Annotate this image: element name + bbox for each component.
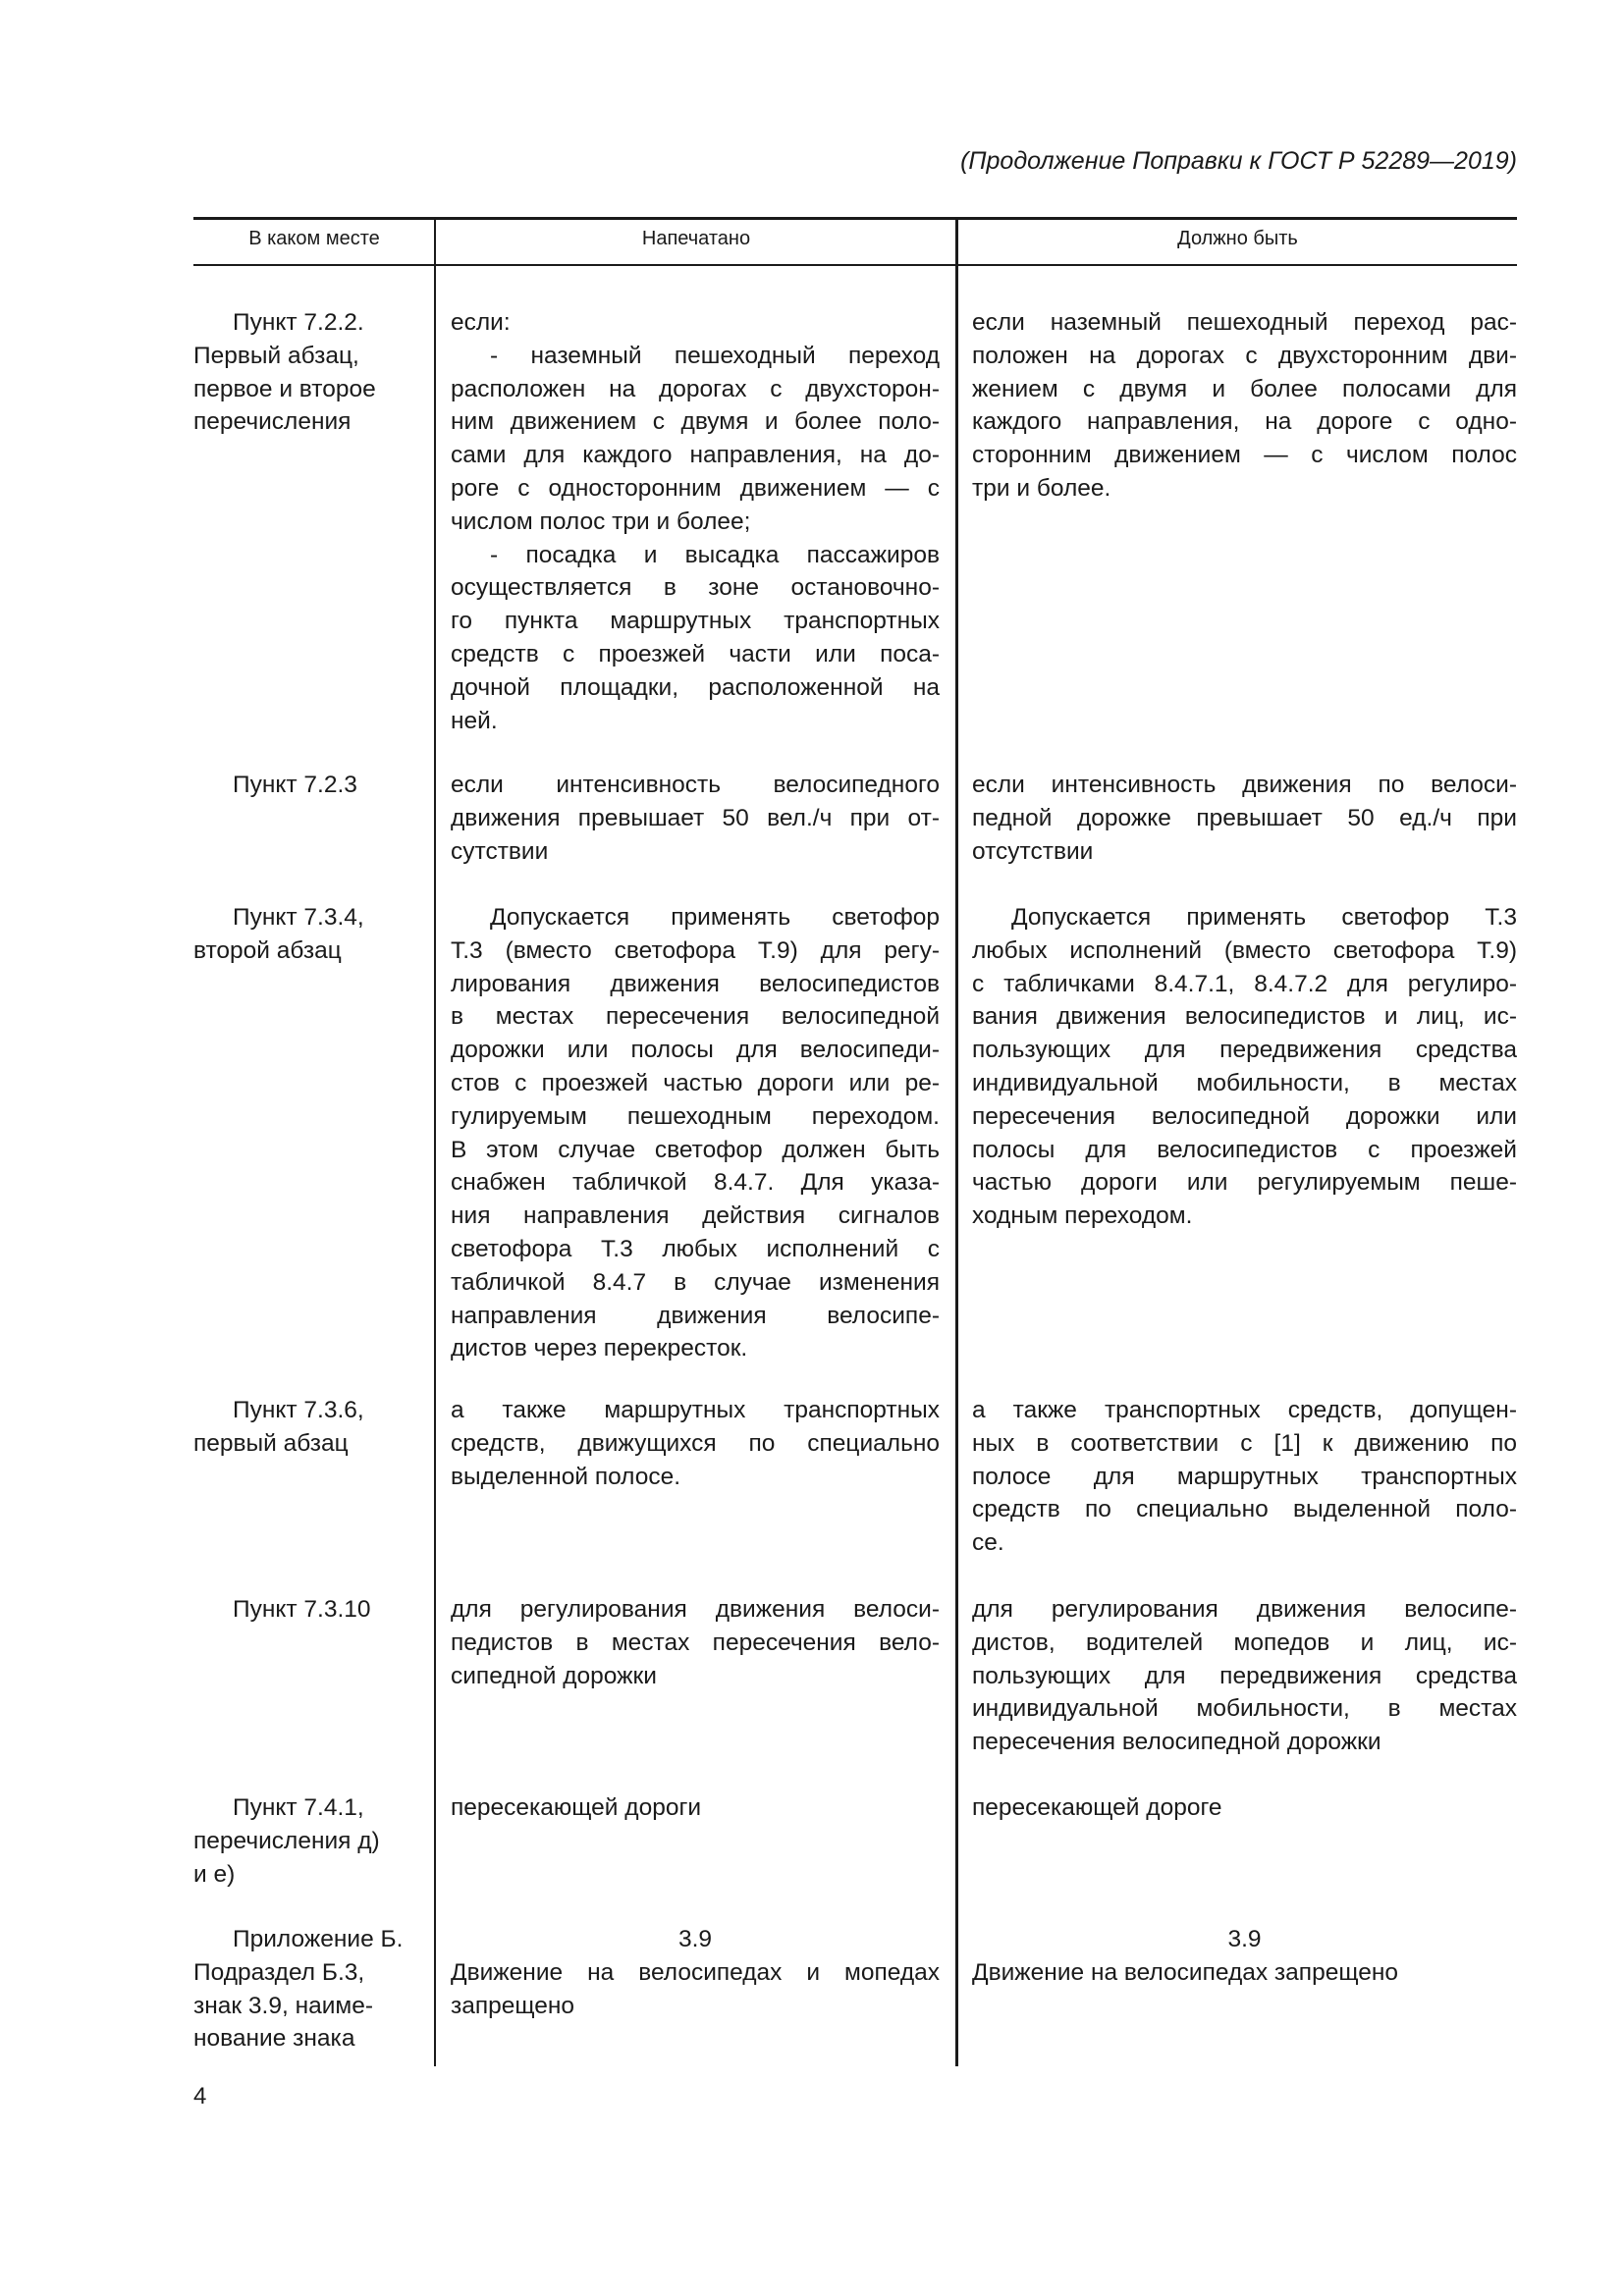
text-line: каждого направления, на дороге с одно- <box>972 408 1517 436</box>
text-line: нование знака <box>193 2025 355 2053</box>
text-line: Пункт 7.4.1, <box>233 1794 364 1821</box>
cell-place <box>193 1394 425 1461</box>
cell-place <box>193 1593 425 1627</box>
cell-printed <box>451 1923 940 2022</box>
text-line: индивидуальной мобильности, в местах <box>972 1069 1517 1096</box>
text-line: Приложение Б. <box>233 1926 404 1952</box>
cell-printed <box>451 1791 940 1825</box>
cell-correct <box>972 306 1517 506</box>
text-line: отсутствии <box>972 837 1094 865</box>
text-line: полосе для маршрутных транспортных <box>972 1463 1517 1490</box>
text-line: вания движения велосипедистов и лиц, ис- <box>972 1003 1517 1031</box>
cell-correct <box>972 1593 1517 1759</box>
text-line: сторонним движением — с числом полос <box>972 442 1517 469</box>
text-line: для регулирования движения велоси- <box>451 1596 940 1623</box>
text-line: снабжен табличкой 8.4.7. Для указа- <box>451 1169 940 1197</box>
text-line: первое и второе <box>193 375 376 402</box>
text-line: сутствии <box>451 837 549 865</box>
text-line: Пункт 7.2.2. <box>233 309 364 336</box>
text-line: Допускается применять светофор <box>490 904 940 931</box>
text-line: полосы для велосипедистов с проезжей <box>972 1136 1517 1163</box>
text-line: любых исполнений (вместо светофора Т.9) <box>972 936 1517 964</box>
text-line: дорожки или полосы для велосипеди- <box>451 1037 940 1064</box>
text-line: ходным переходом. <box>972 1202 1193 1230</box>
column-header-correct: Должно быть <box>1177 228 1298 249</box>
text-line: средств, движущихся по специально <box>451 1429 940 1457</box>
text-line: если: <box>451 309 511 336</box>
cell-printed <box>451 1593 940 1692</box>
text-line: запрещено <box>451 1992 575 2019</box>
cell-place <box>193 1791 425 1891</box>
text-line: выделенной полосе. <box>451 1463 681 1490</box>
text-line: жением с двумя и более полосами для <box>972 375 1517 402</box>
cell-printed <box>451 306 940 737</box>
text-line: знак 3.9, наиме- <box>193 1992 374 2019</box>
text-line: если интенсивность велосипедного <box>451 772 940 798</box>
cell-correct <box>972 1394 1517 1560</box>
cell-place <box>193 1923 425 2056</box>
text-line: и е) <box>193 1860 236 1888</box>
text-line: - посадка и высадка пассажиров <box>490 541 940 568</box>
column-divider-2 <box>955 217 958 2066</box>
text-line: ней. <box>451 707 498 734</box>
cell-printed <box>451 769 940 868</box>
text-line: лирования движения велосипедистов <box>451 970 940 997</box>
cell-place <box>193 306 425 439</box>
text-line: движения превышает 50 вел./ч при от- <box>451 804 940 831</box>
text-line: частью дороги или регулируемым пеше- <box>972 1169 1517 1197</box>
text-line: в местах пересечения велосипедной <box>451 1003 940 1031</box>
cell-place <box>193 901 425 968</box>
page-number: 4 <box>193 2083 207 2109</box>
text-line: пользующих для передвижения средства <box>972 1037 1517 1064</box>
text-line: - наземный пешеходный переход <box>490 342 940 369</box>
text-line: если наземный пешеходный переход рас- <box>972 309 1517 336</box>
text-line: го пункта маршрутных транспортных <box>451 608 940 635</box>
text-line: Т.3 (вместо светофора Т.9) для регу- <box>451 936 940 964</box>
column-divider-1 <box>434 217 436 2066</box>
text-line: дочной площадки, расположенной на <box>451 673 940 701</box>
text-line: первый абзац <box>193 1429 349 1457</box>
text-line: средств с проезжей части или поса- <box>451 640 940 667</box>
text-line: средств по специально выделенной поло- <box>972 1496 1517 1523</box>
text-line: Движение на велосипедах и мопедах <box>451 1958 940 1986</box>
text-line: гулируемым пешеходным переходом. <box>451 1102 940 1130</box>
cell-printed <box>451 1394 940 1493</box>
text-line: роге с односторонним движением — с <box>451 474 940 502</box>
text-line: пересекающей дороге <box>972 1794 1222 1821</box>
text-line: индивидуальной мобильности, в местах <box>972 1695 1517 1723</box>
table-top-border <box>193 217 1517 220</box>
text-line: с табличками 8.4.7.1, 8.4.7.2 для регулиро- <box>972 970 1517 997</box>
text-line: Пункт 7.3.10 <box>233 1596 371 1623</box>
text-line: Движение на велосипедах запрещено <box>972 1958 1398 1986</box>
cell-correct <box>972 1923 1517 1990</box>
text-line: Пункт 7.3.4, <box>233 904 364 931</box>
text-line: расположен на дорогах с двухсторон- <box>451 375 940 402</box>
text-line: положен на дорогах с двухсторонним дви- <box>972 342 1517 369</box>
table-header-border <box>193 264 1517 266</box>
text-line: перечисления д) <box>193 1827 380 1854</box>
text-line: числом полос три и более; <box>451 507 751 535</box>
text-line: три и более. <box>972 474 1111 502</box>
text-line: а также маршрутных транспортных <box>451 1397 940 1423</box>
text-line: дистов через перекресток. <box>451 1335 748 1362</box>
text-line: табличкой 8.4.7 в случае изменения <box>451 1268 940 1296</box>
text-line: ных в соответствии с [1] к движению по <box>972 1429 1517 1457</box>
text-line: педной дорожке превышает 50 ед./ч при <box>972 804 1517 831</box>
cell-correct <box>972 901 1517 1233</box>
text-line: педистов в местах пересечения вело- <box>451 1629 940 1656</box>
cell-printed <box>451 901 940 1365</box>
text-line: перечисления <box>193 408 352 436</box>
text-line: второй абзац <box>193 936 342 964</box>
text-line: В этом случае светофор должен быть <box>451 1136 940 1163</box>
text-line: стов с проезжей частью дороги или ре- <box>451 1069 940 1096</box>
text-line: для регулирования движения велосипе- <box>972 1596 1517 1623</box>
continuation-title: (Продолжение Поправки к ГОСТ Р 52289—2019) <box>960 147 1517 175</box>
text-line: Пункт 7.2.3 <box>233 772 357 798</box>
text-line: пользующих для передвижения средства <box>972 1662 1517 1689</box>
text-line: осуществляется в зоне остановочно- <box>451 574 940 602</box>
text-line: дистов, водителей мопедов и лиц, ис- <box>972 1629 1517 1656</box>
text-line: Подраздел Б.3, <box>193 1958 365 1986</box>
text-line: Пункт 7.3.6, <box>233 1397 364 1423</box>
text-line: се. <box>972 1529 1004 1557</box>
text-line: направления движения велосипе- <box>451 1302 940 1329</box>
cell-place <box>193 769 425 802</box>
column-header-printed: Напечатано <box>641 228 751 249</box>
text-line: ним движением с двумя и более поло- <box>451 408 940 436</box>
cell-correct <box>972 769 1517 868</box>
text-line: 3.9 <box>677 1926 713 1952</box>
text-line: 3.9 <box>1227 1926 1262 1952</box>
cell-correct <box>972 1791 1517 1825</box>
text-line: Допускается применять светофор Т.3 <box>1011 904 1517 931</box>
text-line: пересекающей дороги <box>451 1794 702 1821</box>
text-line: Первый абзац, <box>193 342 359 369</box>
column-header-place: В каком месте <box>248 228 380 249</box>
text-line: пересечения велосипедной дорожки <box>972 1729 1381 1756</box>
text-line: светофора Т.3 любых исполнений с <box>451 1235 940 1262</box>
text-line: сами для каждого направления, на до- <box>451 442 940 469</box>
text-line: сипедной дорожки <box>451 1662 657 1689</box>
text-line: ния направления действия сигналов <box>451 1202 940 1230</box>
text-line: если интенсивность движения по велоси- <box>972 772 1517 798</box>
text-line: а также транспортных средств, допущен- <box>972 1397 1517 1423</box>
text-line: пересечения велосипедной дорожки или <box>972 1102 1517 1130</box>
